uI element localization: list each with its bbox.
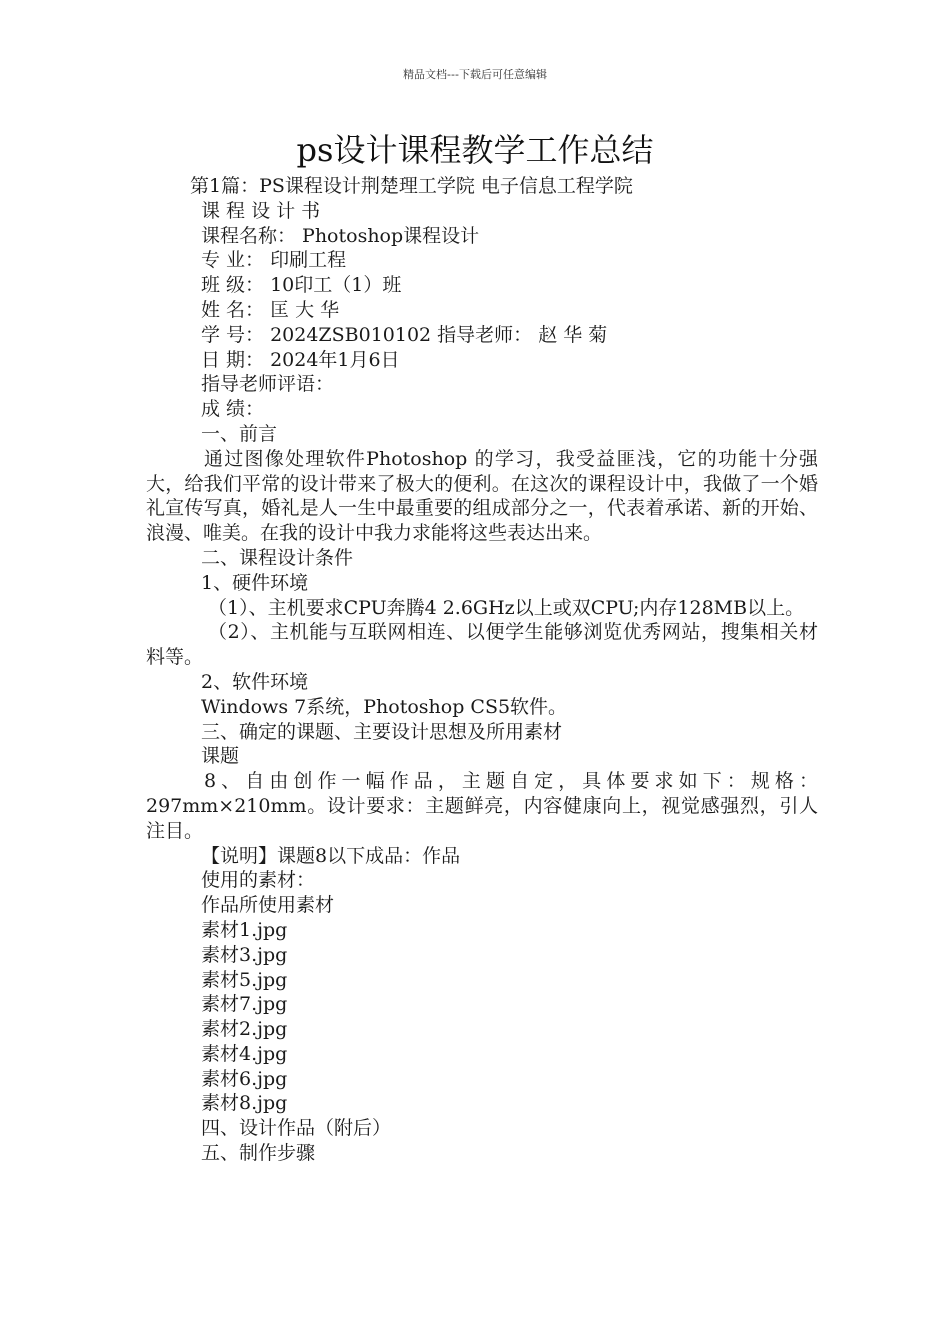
page-header-note: 精品文档---下载后可任意编辑: [403, 68, 547, 81]
subheading-software: 2、软件环境: [201, 670, 309, 693]
cover-heading: 课 程 设 计 书: [201, 199, 321, 222]
material-item: 素材2.jpg: [201, 1018, 288, 1041]
material-item: 素材1.jpg: [201, 918, 288, 941]
section-heading-design-work: 四、设计作品（附后）: [201, 1117, 392, 1140]
material-item: 素材4.jpg: [201, 1042, 288, 1065]
hardware-item-2: （2）、主机能与互联网相连、以便学生能够浏览优秀网站，搜集相关材料等。: [146, 621, 818, 669]
material-item: 素材8.jpg: [201, 1092, 288, 1115]
document-body: [146, 174, 818, 1166]
materials-used-label: 使用的素材：: [201, 869, 316, 892]
hardware-item-1: （1）、主机要求CPU奔腾4 2.6GHz以上或双CPU;内存128MB以上。: [208, 596, 805, 619]
section-heading-conditions: 二、课程设计条件: [201, 546, 354, 569]
class: 班 级： 10印工（1）班: [201, 274, 402, 297]
material-item: 素材5.jpg: [201, 968, 288, 991]
software-item: Windows 7系统，Photoshop CS5软件。: [201, 695, 568, 718]
major: 专 业： 印刷工程: [201, 249, 347, 272]
date: 日 期： 2024年1月6日: [201, 348, 400, 371]
materials-list-heading: 作品所使用素材: [201, 894, 335, 917]
section-heading-steps: 五、制作步骤: [201, 1142, 316, 1165]
grade-label: 成 绩：: [201, 398, 265, 421]
document-title: ps设计课程教学工作总结: [296, 131, 654, 169]
student-id-advisor: 学 号： 2024ZSB010102 指导老师： 赵 华 菊: [201, 323, 608, 346]
material-item: 素材6.jpg: [201, 1067, 288, 1090]
section-heading-preface: 一、前言: [201, 422, 278, 445]
preface-paragraph: 通过图像处理软件Photoshop 的学习，我受益匪浅，它的功能十分强大，给我们平常的设计带来了极大的便利。在这次的课程设计中，我做了一个婚礼宣传写真，婚礼是人一生中最重要的组成部分之一，代表着承诺、新的开始、浪漫、唯美。在我的设计中我力求能将这些表达出来。: [146, 447, 818, 545]
chapter-heading: 第1篇：PS课程设计荆楚理工学院 电子信息工程学院: [190, 175, 633, 197]
course-name: 课程名称： Photoshop课程设计: [201, 224, 480, 247]
student-name: 姓 名： 匡 大 华: [201, 298, 340, 321]
topic-paragraph: 8、自由创作一幅作品，主题自定，具体要求如下：规格：297mm×210mm。设计要求：主题鲜亮，内容健康向上，视觉感强烈，引人注目。: [146, 770, 818, 842]
subheading-hardware: 1、硬件环境: [201, 571, 309, 594]
material-item: 素材7.jpg: [201, 993, 288, 1016]
advisor-comment-label: 指导老师评语：: [201, 373, 335, 396]
material-item: 素材3.jpg: [201, 943, 288, 966]
section-heading-topic: 三、确定的课题、主要设计思想及所用素材: [201, 720, 563, 743]
note-line: 【说明】课题8以下成品：作品: [201, 844, 461, 867]
topic-label: 课题: [201, 745, 240, 768]
